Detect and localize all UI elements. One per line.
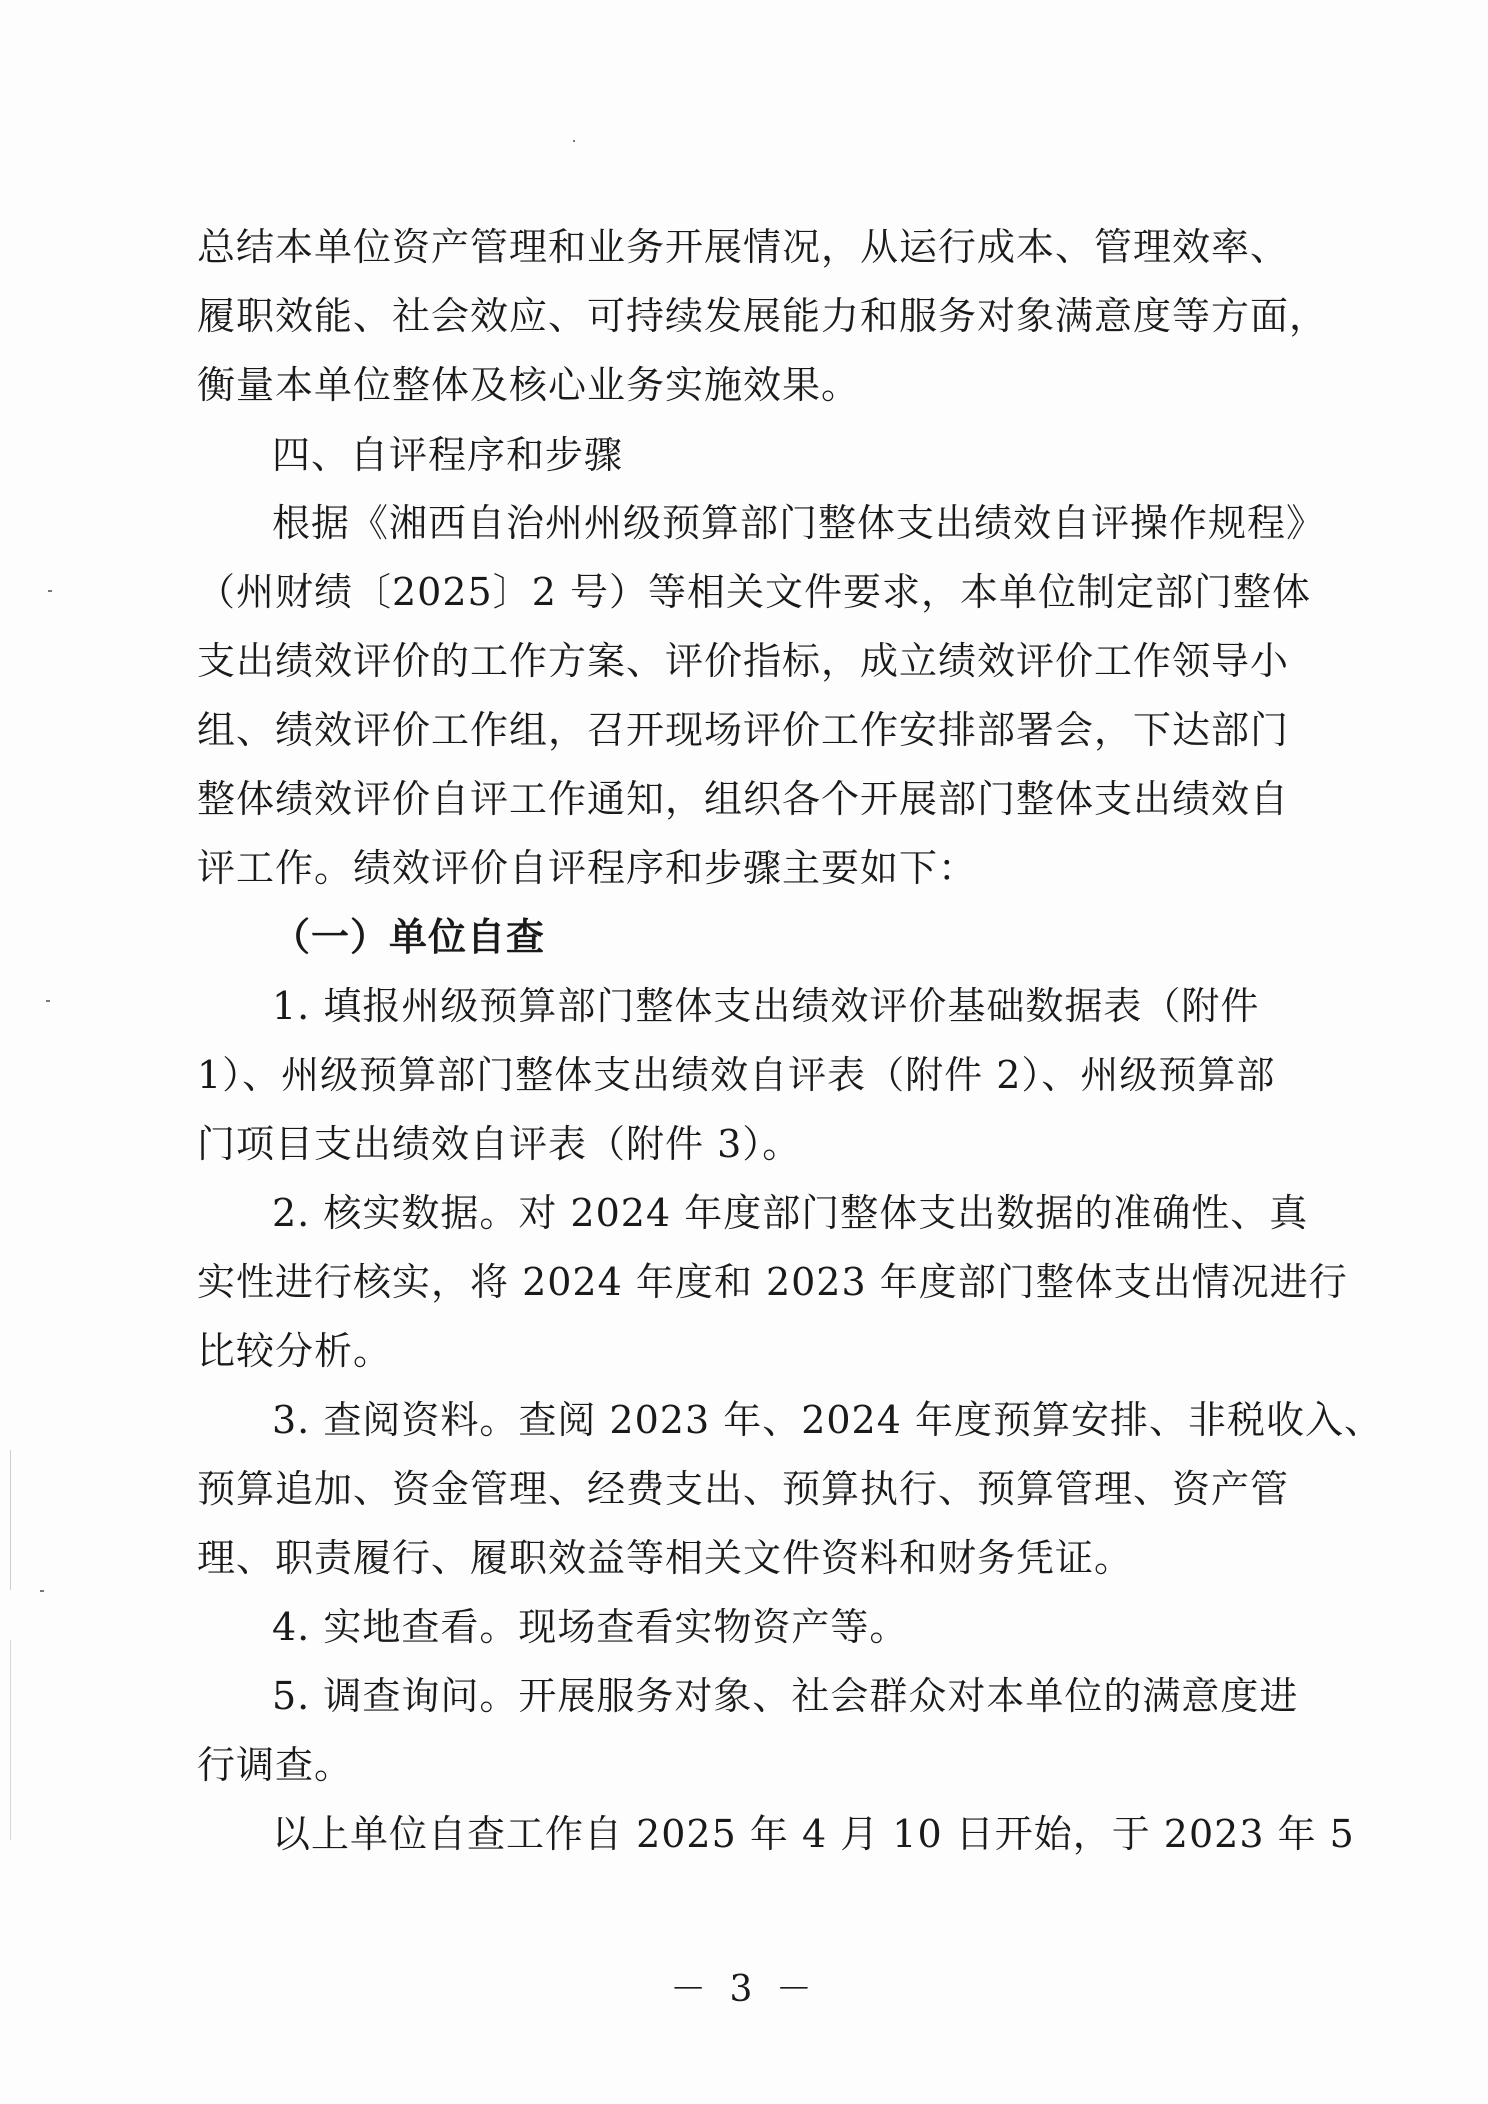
- body-text-line: 总结本单位资产管理和业务开展情况，从运行成本、管理效率、: [197, 225, 1290, 269]
- body-text-line: 整体绩效评价自评工作通知，组织各个开展部门整体支出绩效自: [197, 777, 1290, 821]
- body-text-line: 1）、州级预算部门整体支出绩效自评表（附件 2）、州级预算部: [197, 1053, 1276, 1097]
- body-text-line: 1. 填报州级预算部门整体支出绩效评价基础数据表（附件: [272, 984, 1260, 1028]
- body-text-line: 2. 核实数据。对 2024 年度部门整体支出数据的准确性、真: [272, 1191, 1309, 1235]
- body-text-line: （州财绩〔2025〕2 号）等相关文件要求，本单位制定部门整体: [197, 570, 1311, 614]
- body-text-line: 以上单位自查工作自 2025 年 4 月 10 日开始，于 2023 年 5: [272, 1812, 1355, 1856]
- body-text-line: 履职效能、社会效应、可持续发展能力和服务对象满意度等方面，: [197, 294, 1329, 338]
- body-text-line: 比较分析。: [197, 1329, 393, 1373]
- body-text-line: 4. 实地查看。现场查看实物资产等。: [272, 1605, 909, 1649]
- body-text-line: 评工作。绩效评价自评程序和步骤主要如下：: [197, 846, 978, 890]
- body-text-line: 理、职责履行、履职效益等相关文件资料和财务凭证。: [197, 1536, 1134, 1580]
- body-text-line: 行调查。: [197, 1743, 354, 1787]
- body-text-line: 组、绩效评价工作组，召开现场评价工作安排部署会，下达部门: [197, 708, 1290, 752]
- body-text-line: 衡量本单位整体及核心业务实施效果。: [197, 363, 861, 407]
- body-text-line: 门项目支出绩效自评表（附件 3）。: [197, 1122, 802, 1166]
- scan-artifact: [10, 1640, 11, 1840]
- section-heading: 四、自评程序和步骤: [272, 433, 624, 477]
- subsection-heading: （一）单位自查: [272, 915, 546, 959]
- body-text-line: 实性进行核实，将 2024 年度和 2023 年度部门整体支出情况进行: [197, 1260, 1348, 1304]
- scan-artifact: [10, 1450, 11, 1590]
- scan-artifact: [46, 1000, 50, 1002]
- scan-artifact: [40, 1590, 44, 1592]
- body-text-line: 3. 查阅资料。查阅 2023 年、2024 年度预算安排、非税收入、: [272, 1398, 1383, 1442]
- page-number: － 3 －: [670, 1969, 818, 2010]
- scan-artifact: [573, 140, 575, 142]
- body-text-line: 支出绩效评价的工作方案、评价指标，成立绩效评价工作领导小: [197, 639, 1290, 683]
- body-text-line: 根据《湘西自治州州级预算部门整体支出绩效自评操作规程》: [272, 501, 1326, 545]
- body-text-line: 预算追加、资金管理、经费支出、预算执行、预算管理、资产管: [197, 1467, 1290, 1511]
- body-text-line: 5. 调查询问。开展服务对象、社会群众对本单位的满意度进: [272, 1674, 1299, 1718]
- scan-artifact: [48, 590, 52, 592]
